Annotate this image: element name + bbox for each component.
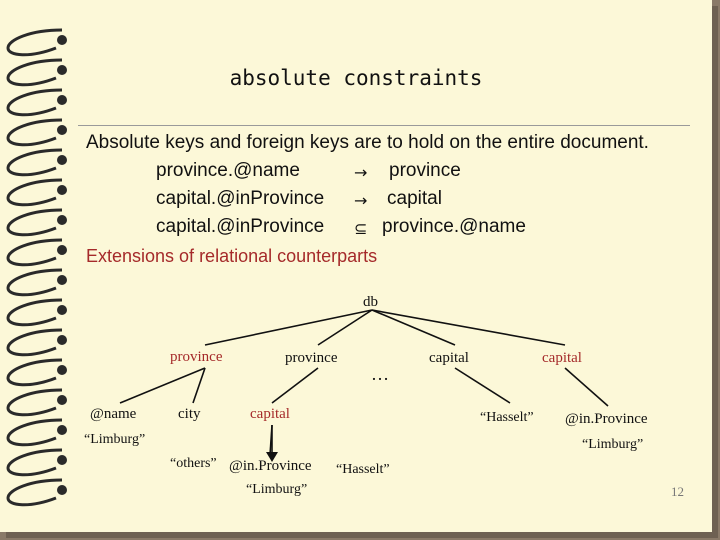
- tree-node-db: db: [363, 294, 378, 310]
- subset-symbol: ⊆: [354, 219, 368, 238]
- tree-node-province: province: [170, 349, 223, 365]
- tree-node-province: province: [285, 350, 338, 366]
- intro-text: Absolute keys and foreign keys are to hold on the entire document.: [86, 132, 649, 153]
- tree-ellipsis: …: [371, 364, 389, 384]
- tree-value-others: “others”: [170, 456, 217, 471]
- tree-node-capital: capital: [429, 350, 469, 366]
- tree-value-hasselt: “Hasselt”: [480, 410, 534, 425]
- tree-value-limburg: “Limburg”: [84, 432, 146, 447]
- implies-symbol: →: [354, 163, 368, 182]
- tree-value-hasselt: “Hasselt”: [336, 462, 390, 477]
- constraint-1-right: province: [389, 160, 461, 181]
- tree-node-name-attr: @name: [90, 406, 137, 422]
- constraint-2-right: capital: [387, 188, 442, 209]
- implies-symbol: →: [354, 191, 368, 210]
- constraint-3-left: capital.@inProvince: [156, 216, 325, 237]
- constraint-3-right: province.@name: [382, 216, 526, 237]
- tree-node-inprovince: @in.Province: [565, 411, 648, 427]
- tree-node-capital-child: capital: [250, 406, 290, 422]
- tree-node-capital: capital: [542, 350, 582, 366]
- page-number: 12: [671, 484, 684, 499]
- constraint-1-left: province.@name: [156, 160, 300, 181]
- tree-value-limburg: “Limburg”: [246, 482, 308, 497]
- extension-note: Extensions of relational counterparts: [86, 246, 378, 266]
- tree-value-limburg: “Limburg”: [582, 437, 644, 452]
- constraint-2-left: capital.@inProvince: [156, 188, 325, 209]
- tree-node-city: city: [178, 406, 201, 422]
- tree-node-inprovince: @in.Province: [229, 458, 312, 474]
- slide-title: absolute constraints: [229, 66, 483, 90]
